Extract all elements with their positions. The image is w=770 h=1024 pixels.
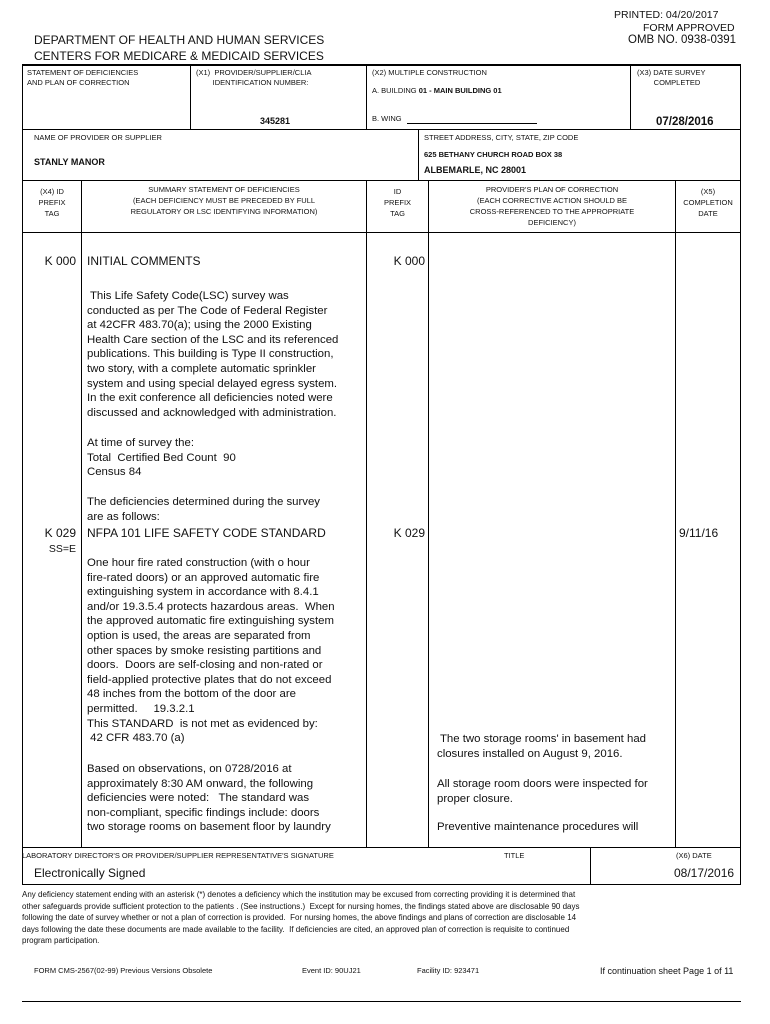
col-summary-header: SUMMARY STATEMENT OF DEFICIENCIES (EACH DEFICIENCY MUST BE PRECEDED BY FULL REGULATORY OR LSC IDENTIFYING INFORMATION) (130, 185, 318, 216)
plan-storage-rooms: The two storage rooms' in basement had closures installed on August 9, 2016. (437, 733, 647, 760)
rule-x2-left (366, 64, 367, 129)
provider-name-label: NAME OF PROVIDER OR SUPPLIER (34, 133, 162, 142)
id-k029: K 029 (393, 526, 425, 540)
rule-signature (22, 884, 741, 885)
completion-date: 9/11/16 (679, 526, 719, 540)
id-k000: K 000 (393, 254, 425, 268)
building-value: 01 - MAIN BUILDING 01 (418, 86, 502, 95)
department-name: DEPARTMENT OF HEALTH AND HUMAN SERVICES (34, 33, 325, 47)
address-label: STREET ADDRESS, CITY, STATE, ZIP CODE (424, 133, 579, 142)
tag-k000: K 000 (44, 254, 76, 268)
cms-name: CENTERS FOR MEDICARE & MEDICAID SERVICES (34, 49, 324, 63)
statement-label: STATEMENT OF DEFICIENCIES AND PLAN OF CORRECTION (27, 68, 139, 87)
title-label: TITLE (504, 851, 525, 860)
rule-x1-left (190, 64, 191, 129)
rule-title-right (590, 847, 591, 884)
x6-date-value: 08/17/2016 (674, 866, 735, 880)
paragraph-census: At time of survey the: Total Certified Bed Count 90 Census 84 (87, 437, 236, 479)
x3-label: (X3) DATE SURVEY COMPLETED (637, 68, 706, 87)
omb-number: OMB NO. 0938-0391 (628, 34, 737, 46)
x6-date-label: (X6) DATE (676, 851, 712, 860)
x2-label: (X2) MULTIPLE CONSTRUCTION (372, 68, 487, 77)
rule-id-col (428, 180, 429, 847)
form-approved: FORM APPROVED (643, 22, 735, 34)
rule-right (740, 64, 741, 884)
col-id-header: ID PREFIX TAG (383, 187, 412, 218)
scope-severity: SS=E (48, 543, 76, 555)
signature-value: Electronically Signed (34, 866, 146, 880)
rule-summary-col (366, 180, 367, 847)
signature-label: LABORATORY DIRECTOR'S OR PROVIDER/SUPPLIER REPRESENTATIVE'S SIGNATURE (22, 851, 334, 860)
rule-tag-col (81, 180, 82, 847)
plan-inspection: All storage room doors were inspected for proper closure. (437, 778, 648, 805)
rule-columns (22, 232, 741, 233)
col-x4-header: (X4) ID PREFIX TAG (38, 187, 66, 218)
wing-underline (407, 123, 537, 124)
address-line2: ALBEMARLE, NC 28001 (424, 165, 527, 175)
paragraph-standard: One hour fire rated construction (with o hour fire-rated doors) or an approved automatic fire extinguishing system in accordance with 8.4.1 and/or 19.3.5.4 protects hazardous areas. When the approved automatic fire extinguishing system option is used, the areas are separated from other spaces by smoke resisting partitions and doors. Doors are self-closing and non-rated or field-applied protective plates that do not exceed 48 inches from the bottom of the door are permitted. 19.3.2.1 This STANDARD is not met as evidenced by: 42 CFR 483.70 (a) (87, 557, 335, 745)
rule-body-bottom (22, 847, 741, 848)
plan-maintenance: Preventive maintenance procedures will (437, 821, 639, 833)
initial-comments-title: INITIAL COMMENTS (87, 254, 201, 268)
rule-x1 (22, 129, 741, 130)
paragraph-intro: This Life Safety Code(LSC) survey was conducted as per The Code of Federal Register at 42CFR 483.70(a); using the 2000 Existing Health Care section of the LSC and its referenced publications. This building is Type II construction, two story, with a complete automatic sprinkler system and using special delayed egress system. In the exit conference all deficiencies noted were discussed and acknowledged with administration. (87, 290, 339, 419)
x3-value: 07/28/2016 (656, 116, 714, 128)
rule-bottom (22, 1001, 741, 1002)
provider-name: STANLY MANOR (34, 157, 105, 167)
x1-value: 345281 (260, 116, 291, 126)
col-x5-header: (X5) COMPLETION DATE (683, 187, 733, 218)
rule-provider (22, 180, 741, 181)
footer-page: If continuation sheet Page 1 of 11 (600, 966, 734, 976)
nfpa-title: NFPA 101 LIFE SAFETY CODE STANDARD (87, 526, 326, 540)
col-plan-header: PROVIDER'S PLAN OF CORRECTION (EACH CORRECTIVE ACTION SHOULD BE CROSS-REFERENCED TO THE APPROPRIATE DEFICIENCY) (469, 185, 635, 227)
building-field (372, 86, 502, 95)
building-label: A. BUILDING (372, 86, 417, 95)
footer-form: FORM CMS-2567(02-99) Previous Versions Obsolete (34, 966, 213, 975)
footnote: Any deficiency statement ending with an asterisk (*) denotes a deficiency which the institution may be excused from correcting providing it is determined that other safeguards provide sufficient protection to the patients . (See instructions.) Except for nursing homes, the findings stated above are disclosable 90 days following the date of survey whether or not a plan of correction is provided. For nursing homes, the above findings and plans of correction are disclosable 14 days following the date these documents are made available to the facility. If deficiencies are cited, an approved plan of correction is requisite to continued program participation. (22, 890, 580, 945)
rule-address-left (418, 129, 419, 180)
footer-event-id: Event ID: 90UJ21 (302, 966, 361, 975)
wing-label: B. WING (372, 114, 402, 123)
printed-date: PRINTED: 04/20/2017 (614, 9, 719, 21)
paragraph-deficiencies: The deficiencies determined during the survey are as follows: (87, 496, 321, 523)
rule-x3-left (630, 64, 631, 129)
x1-label: (X1) PROVIDER/SUPPLIER/CLIA IDENTIFICATION NUMBER: (196, 68, 312, 87)
rule-top (22, 64, 741, 66)
tag-k029: K 029 (44, 526, 76, 540)
rule-plan-col (675, 180, 676, 847)
paragraph-observations: Based on observations, on 0728/2016 at approximately 8:30 AM onward, the following deficiencies were noted: The standard was non-compliant, specific findings include: doors two storage rooms on basement floor by laundry (87, 763, 331, 834)
address-line1: 625 BETHANY CHURCH ROAD BOX 38 (424, 150, 563, 159)
footer-facility-id: Facility ID: 923471 (417, 966, 480, 975)
